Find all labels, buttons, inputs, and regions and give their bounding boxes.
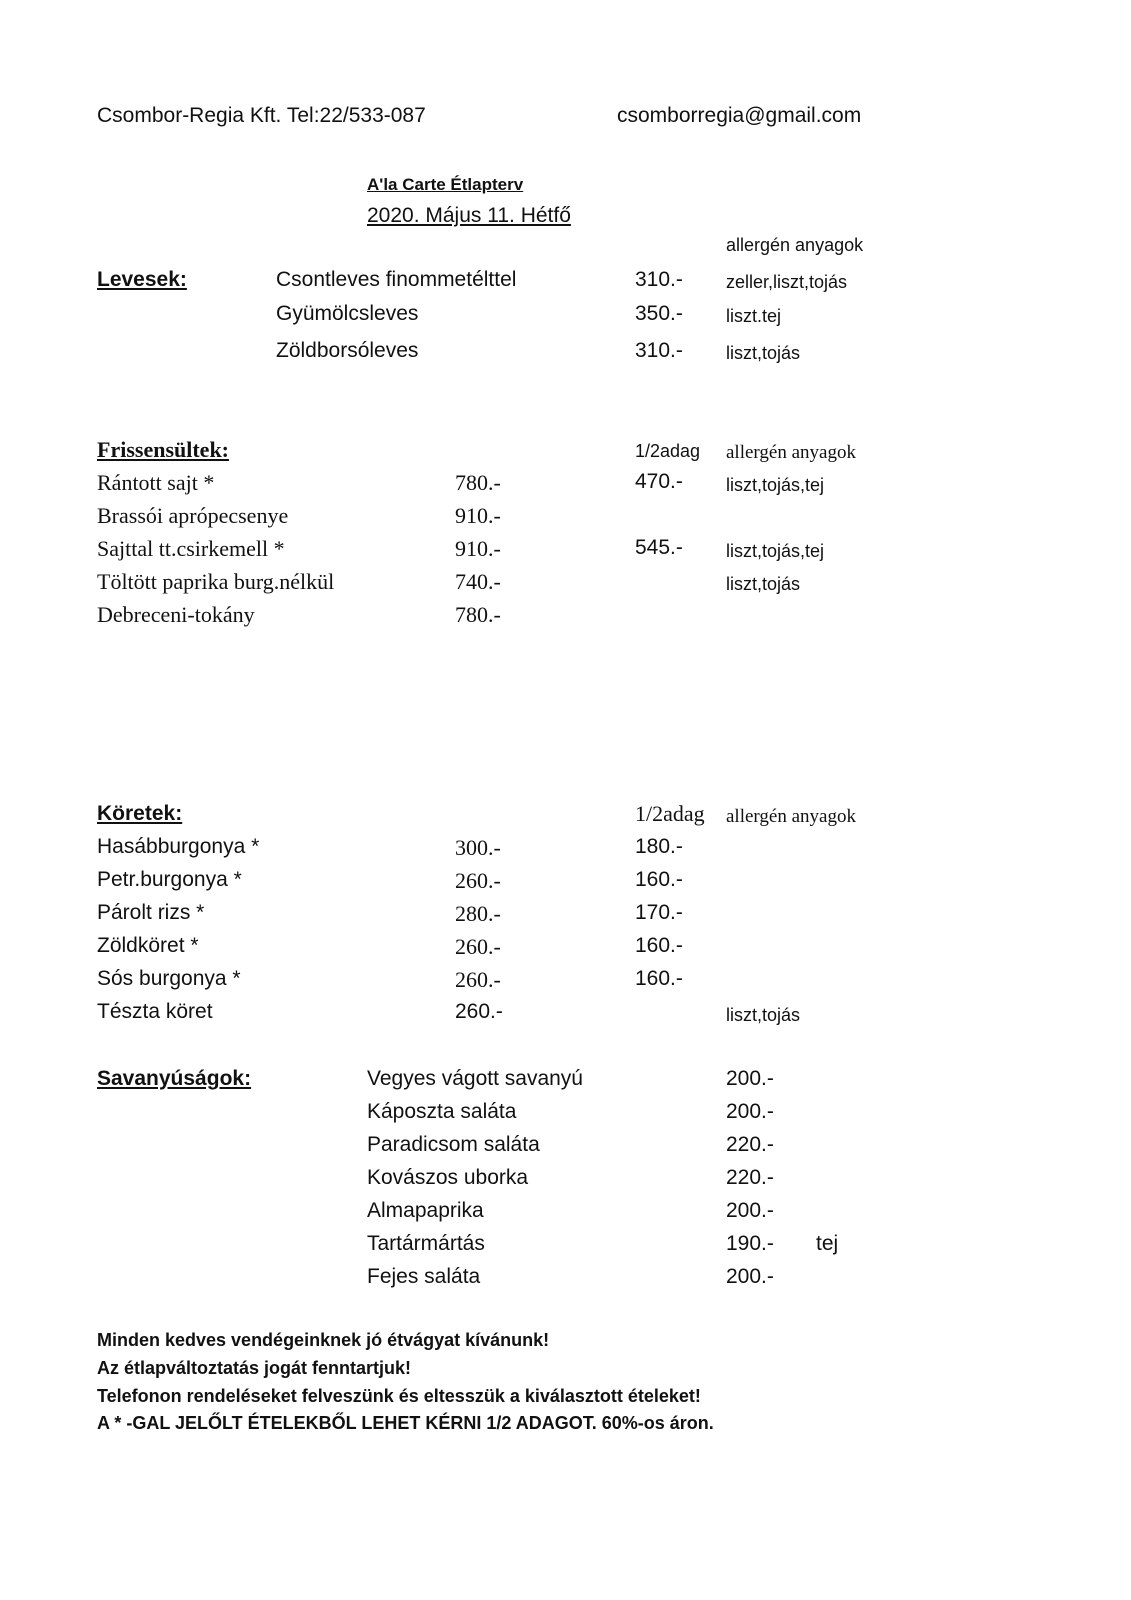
pickle-item-price: 220.-	[726, 1166, 774, 1189]
footer-note: Telefonon rendeléseket felveszünk és eltesszük a kiválasztott ételeket!	[97, 1386, 701, 1406]
side-item-name: Zöldköret *	[97, 934, 199, 957]
pickle-item-price: 200.-	[726, 1265, 774, 1288]
side-item-price: 260.-	[455, 868, 501, 893]
fried-item-name: Sajttal tt.csirkemell *	[97, 536, 285, 561]
company-contact: Csombor-Regia Kft. Tel:22/533-087	[97, 104, 426, 127]
menu-date: 2020. Május 11. Hétfő	[367, 204, 571, 227]
fried-item-half-price: 545.-	[635, 536, 683, 559]
fried-allergen-header: allergén anyagok	[726, 442, 856, 463]
soup-item-allergens: liszt,tojás	[726, 343, 801, 363]
fried-item-name: Brassói aprópecsenye	[97, 503, 289, 528]
side-item-price: 260.-	[455, 934, 501, 959]
fried-item-name: Töltött paprika burg.nélkül	[97, 569, 335, 594]
sides-allergen-header: allergén anyagok	[726, 806, 856, 827]
side-item-name: Petr.burgonya *	[97, 868, 242, 891]
sides-half-header: 1/2adag	[635, 801, 705, 826]
side-item-half-price: 160.-	[635, 967, 683, 990]
fried-item-name: Rántott sajt *	[97, 470, 215, 495]
sides-heading: Köretek:	[97, 802, 183, 825]
fried-item-name: Debreceni-tokány	[97, 602, 255, 627]
soups-heading: Levesek:	[97, 268, 187, 291]
pickle-item-name: Kovászos uborka	[367, 1166, 529, 1189]
soup-item-allergens: liszt.tej	[726, 306, 782, 326]
side-item-half-price: 160.-	[635, 934, 683, 957]
side-item-half-price: 160.-	[635, 868, 683, 891]
menu-title: A'la Carte Étlapterv	[367, 175, 524, 194]
side-item-half-price: 170.-	[635, 901, 683, 924]
side-item-name: Sós burgonya *	[97, 967, 241, 990]
side-item-price: 300.-	[455, 835, 501, 860]
pickle-item-price: 200.-	[726, 1199, 774, 1222]
fried-heading: Frissensültek:	[97, 437, 229, 462]
fried-item-allergens: liszt,tojás,tej	[726, 475, 825, 495]
side-item-half-price: 180.-	[635, 835, 683, 858]
side-item-price: 260.-	[455, 1000, 503, 1023]
pickles-heading: Savanyúságok:	[97, 1067, 252, 1090]
fried-item-half-price: 470.-	[635, 470, 683, 493]
soup-item-name: Zöldborsóleves	[276, 339, 419, 362]
fried-item-price: 740.-	[455, 569, 501, 594]
soup-item-allergens: zeller,liszt,tojás	[726, 272, 848, 292]
pickle-item-price: 200.-	[726, 1067, 774, 1090]
side-item-price: 280.-	[455, 901, 501, 926]
pickle-item-allergens: tej	[816, 1232, 839, 1255]
pickle-item-name: Almapaprika	[367, 1199, 484, 1222]
pickle-item-name: Tartármártás	[367, 1232, 485, 1255]
soup-item-price: 350.-	[635, 302, 683, 325]
side-item-price: 260.-	[455, 967, 501, 992]
email-address: csomborregia@gmail.com	[617, 104, 862, 127]
fried-item-price: 780.-	[455, 602, 501, 627]
footer-note: Minden kedves vendégeinknek jó étvágyat kívánunk!	[97, 1330, 550, 1350]
pickle-item-price: 200.-	[726, 1100, 774, 1123]
fried-item-price: 780.-	[455, 470, 501, 495]
fried-item-allergens: liszt,tojás,tej	[726, 541, 825, 561]
pickle-item-name: Fejes saláta	[367, 1265, 481, 1288]
fried-half-header: 1/2adag	[635, 441, 701, 461]
fried-item-allergens: liszt,tojás	[726, 574, 801, 594]
pickle-item-price: 190.-	[726, 1232, 774, 1255]
soup-item-price: 310.-	[635, 339, 683, 362]
side-item-name: Tészta köret	[97, 1000, 213, 1023]
fried-item-price: 910.-	[455, 536, 501, 561]
side-item-allergens: liszt,tojás	[726, 1005, 801, 1025]
fried-item-price: 910.-	[455, 503, 501, 528]
pickle-item-price: 220.-	[726, 1133, 774, 1156]
pickle-item-name: Vegyes vágott savanyú	[367, 1067, 583, 1090]
soup-item-price: 310.-	[635, 268, 683, 291]
soups-allergen-header: allergén anyagok	[726, 235, 864, 255]
soup-item-name: Gyümölcsleves	[276, 302, 419, 325]
footer-note: A * -GAL JELŐLT ÉTELEKBŐL LEHET KÉRNI 1/2 ADAGOT. 60%-os áron.	[97, 1413, 714, 1433]
pickle-item-name: Paradicsom saláta	[367, 1133, 540, 1156]
soup-item-name: Csontleves finommetélttel	[276, 268, 517, 291]
side-item-name: Párolt rizs *	[97, 901, 205, 924]
side-item-name: Hasábburgonya *	[97, 835, 260, 858]
footer-note: Az étlapváltoztatás jogát fenntartjuk!	[97, 1358, 412, 1378]
pickle-item-name: Káposzta saláta	[367, 1100, 517, 1123]
